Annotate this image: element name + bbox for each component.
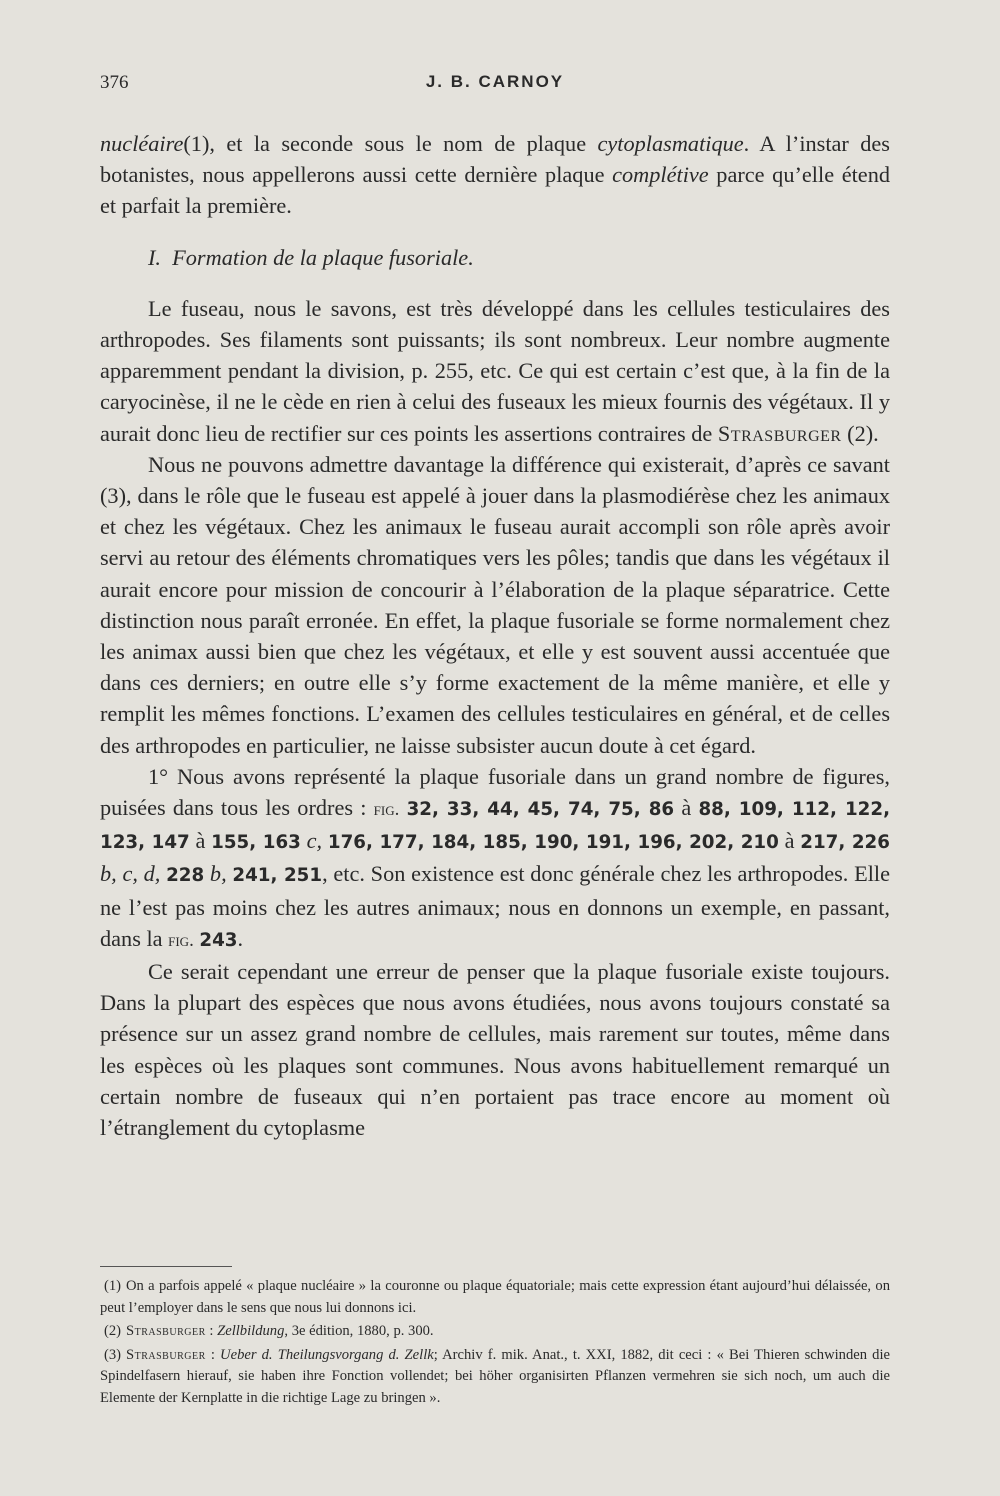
page-number: 376 — [100, 72, 129, 93]
figure-numbers: 243 — [199, 929, 238, 951]
text-run: parce qu’elle étend et parfait la première. — [100, 162, 890, 219]
text-run: , 3e édition, 1880, p. 300. — [284, 1323, 434, 1339]
text-run: . — [237, 925, 244, 951]
footnote-mark: (3) — [104, 1346, 122, 1363]
text-run: à — [778, 828, 801, 854]
text-run: (2). — [841, 420, 879, 446]
figure-numbers: 32, 33, 44, 45, 74, 75, 86 — [406, 799, 675, 821]
running-title: J. B. CARNOY — [425, 72, 565, 91]
footnote-mark: (1) — [104, 1278, 122, 1294]
figure-numbers: 241, 251 — [232, 865, 323, 887]
text-run: : — [205, 1323, 218, 1339]
figure-numbers: 228 — [166, 865, 205, 887]
footnote-rule — [100, 1266, 232, 1267]
text-run: (1), et la seconde sous le nom de plaque — [183, 131, 598, 156]
figure-ref-label: fig. — [373, 799, 400, 821]
paragraph-3: Nous ne pouvons admettre davantage la différence qui existerait, d’après ce savant (3), dans le rôle que le fuseau est appelé à jouer dans la plasmodiérèse chez les animaux et chez les végétaux. Chez les animaux le fuseau aurait accompli son rôle après avoir servi au retour des éléments chromatiques vers les pôles; tandis que dans les végétaux il aurait encore pour mission de concourir à l’élaboration de la plaque séparatrice. Cette distinction nous paraît erronée. En effet, la plaque fusoriale se forme normalement chez les animax aussi bien que chez les végétaux, et elle y est souvent aussi accentuée que dans ces derniers; en outre elle s’y forme exactement de la même manière, et elle y remplit les mêmes fonctions. L’examen des cellules testiculaires en général, et de celles des arthropodes en particulier, ne laisse subsister aucun doute à cet égard. — [100, 451, 890, 758]
page-header — [100, 72, 890, 102]
text-run: , etc. Son existence est donc générale chez les arthropodes. Elle ne l’est pas moins chez les autres animaux; nous en donnons un exemple, en passant, dans la — [100, 861, 891, 951]
body-text — [100, 128, 890, 1143]
paragraph-2 — [100, 293, 890, 449]
figure-numbers: 217, 226 — [800, 832, 890, 854]
footnote-mark: (2) — [104, 1323, 122, 1339]
text-run: 1° Nous avons représenté la plaque fusoriale dans un grand nombre de figures, puisées dans tous les ordres : — [100, 763, 890, 821]
italic-term: cytoplasmatique — [597, 131, 744, 156]
italic-term: complétive — [612, 162, 709, 188]
section-number: I. — [148, 244, 161, 270]
section-title: Formation de la plaque fusoriale. — [172, 244, 474, 270]
figure-ref-label: fig. — [168, 929, 194, 951]
paragraph-4 — [100, 761, 890, 956]
section-heading — [100, 242, 890, 273]
figure-numbers: 155, 163 — [211, 832, 301, 854]
figure-letter: b, c, d, — [100, 861, 167, 887]
author-name: Strasburger — [126, 1323, 206, 1339]
figure-letter: b, — [204, 861, 233, 887]
text-run: ; Archiv f. mik. Anat., t. XXI, 1882, dit ceci : « Bei Thieren schwinden die Spindelfasern hierauf, sie haben ihre Fonction vollendet; bei höher organisirten Pflanzen vermehren sie sich noch, um auch die Elemente der Kernplatte in die richtige Lage zu bringen ». — [100, 1346, 890, 1406]
work-title: Ueber d. Theilungsvorgang d. Zellk — [220, 1346, 434, 1363]
italic-term: nucléaire — [100, 131, 184, 156]
text-run: . A l’instar des botanistes, nous appellerons aussi cette dernière plaque — [100, 131, 890, 188]
author-name: Strasburger — [126, 1346, 206, 1363]
text-run: : — [205, 1346, 221, 1363]
text-run: Le fuseau, nous le savons, est très développé dans les cellules testiculaires des arthropodes. Ses filaments sont puissants; ils sont nombreux. Leur nombre augmente apparemment pendant la division, p. 255, etc. Ce qui est certain c’est que, à la fin de la caryocinèse, il ne le cède en rien à celui des fuseaux les mieux fournis des végétaux. Il y aurait donc lieu de rectifier sur ces points les assertions contraires de — [100, 295, 890, 446]
figure-numbers: 88, 109, 112, 122, 123, 147 — [100, 799, 891, 854]
footnotes — [100, 1276, 890, 1411]
work-title: Zellbildung — [217, 1323, 285, 1339]
footnote-text: On a parfois appelé « plaque nucléaire » la couronne ou plaque équatoriale; mais cette expression étant aujourd’hui délaissée, on peut l’employer dans le sens que nous lui donnons ici. — [100, 1278, 890, 1316]
paragraph-5: Ce serait cependant une erreur de penser que la plaque fusoriale existe toujours. Dans la plupart des espèces que nous avons étudiées, nous avons toujours constaté sa présence sur un assez grand nombre de cellules, mais rarement sur toutes, même dans les espèces où les plaques sont communes. Nous avons habituellement remarqué un certain nombre de fuseaux qui n’en portaient pas trace encore au moment où l’étranglement du cytoplasme — [100, 959, 890, 1141]
text-run: à — [674, 795, 699, 821]
text-run: à — [189, 828, 212, 854]
footnote-3 — [100, 1345, 890, 1410]
author-name: Strasburger — [717, 420, 842, 446]
figure-numbers: 176, 177, 184, 185, 190, 191, 196, 202, 210 — [327, 832, 779, 854]
footnote-1 — [100, 1276, 890, 1319]
footnote-2 — [100, 1321, 890, 1343]
figure-letter: c, — [300, 828, 328, 854]
paragraph-1 — [100, 128, 890, 222]
